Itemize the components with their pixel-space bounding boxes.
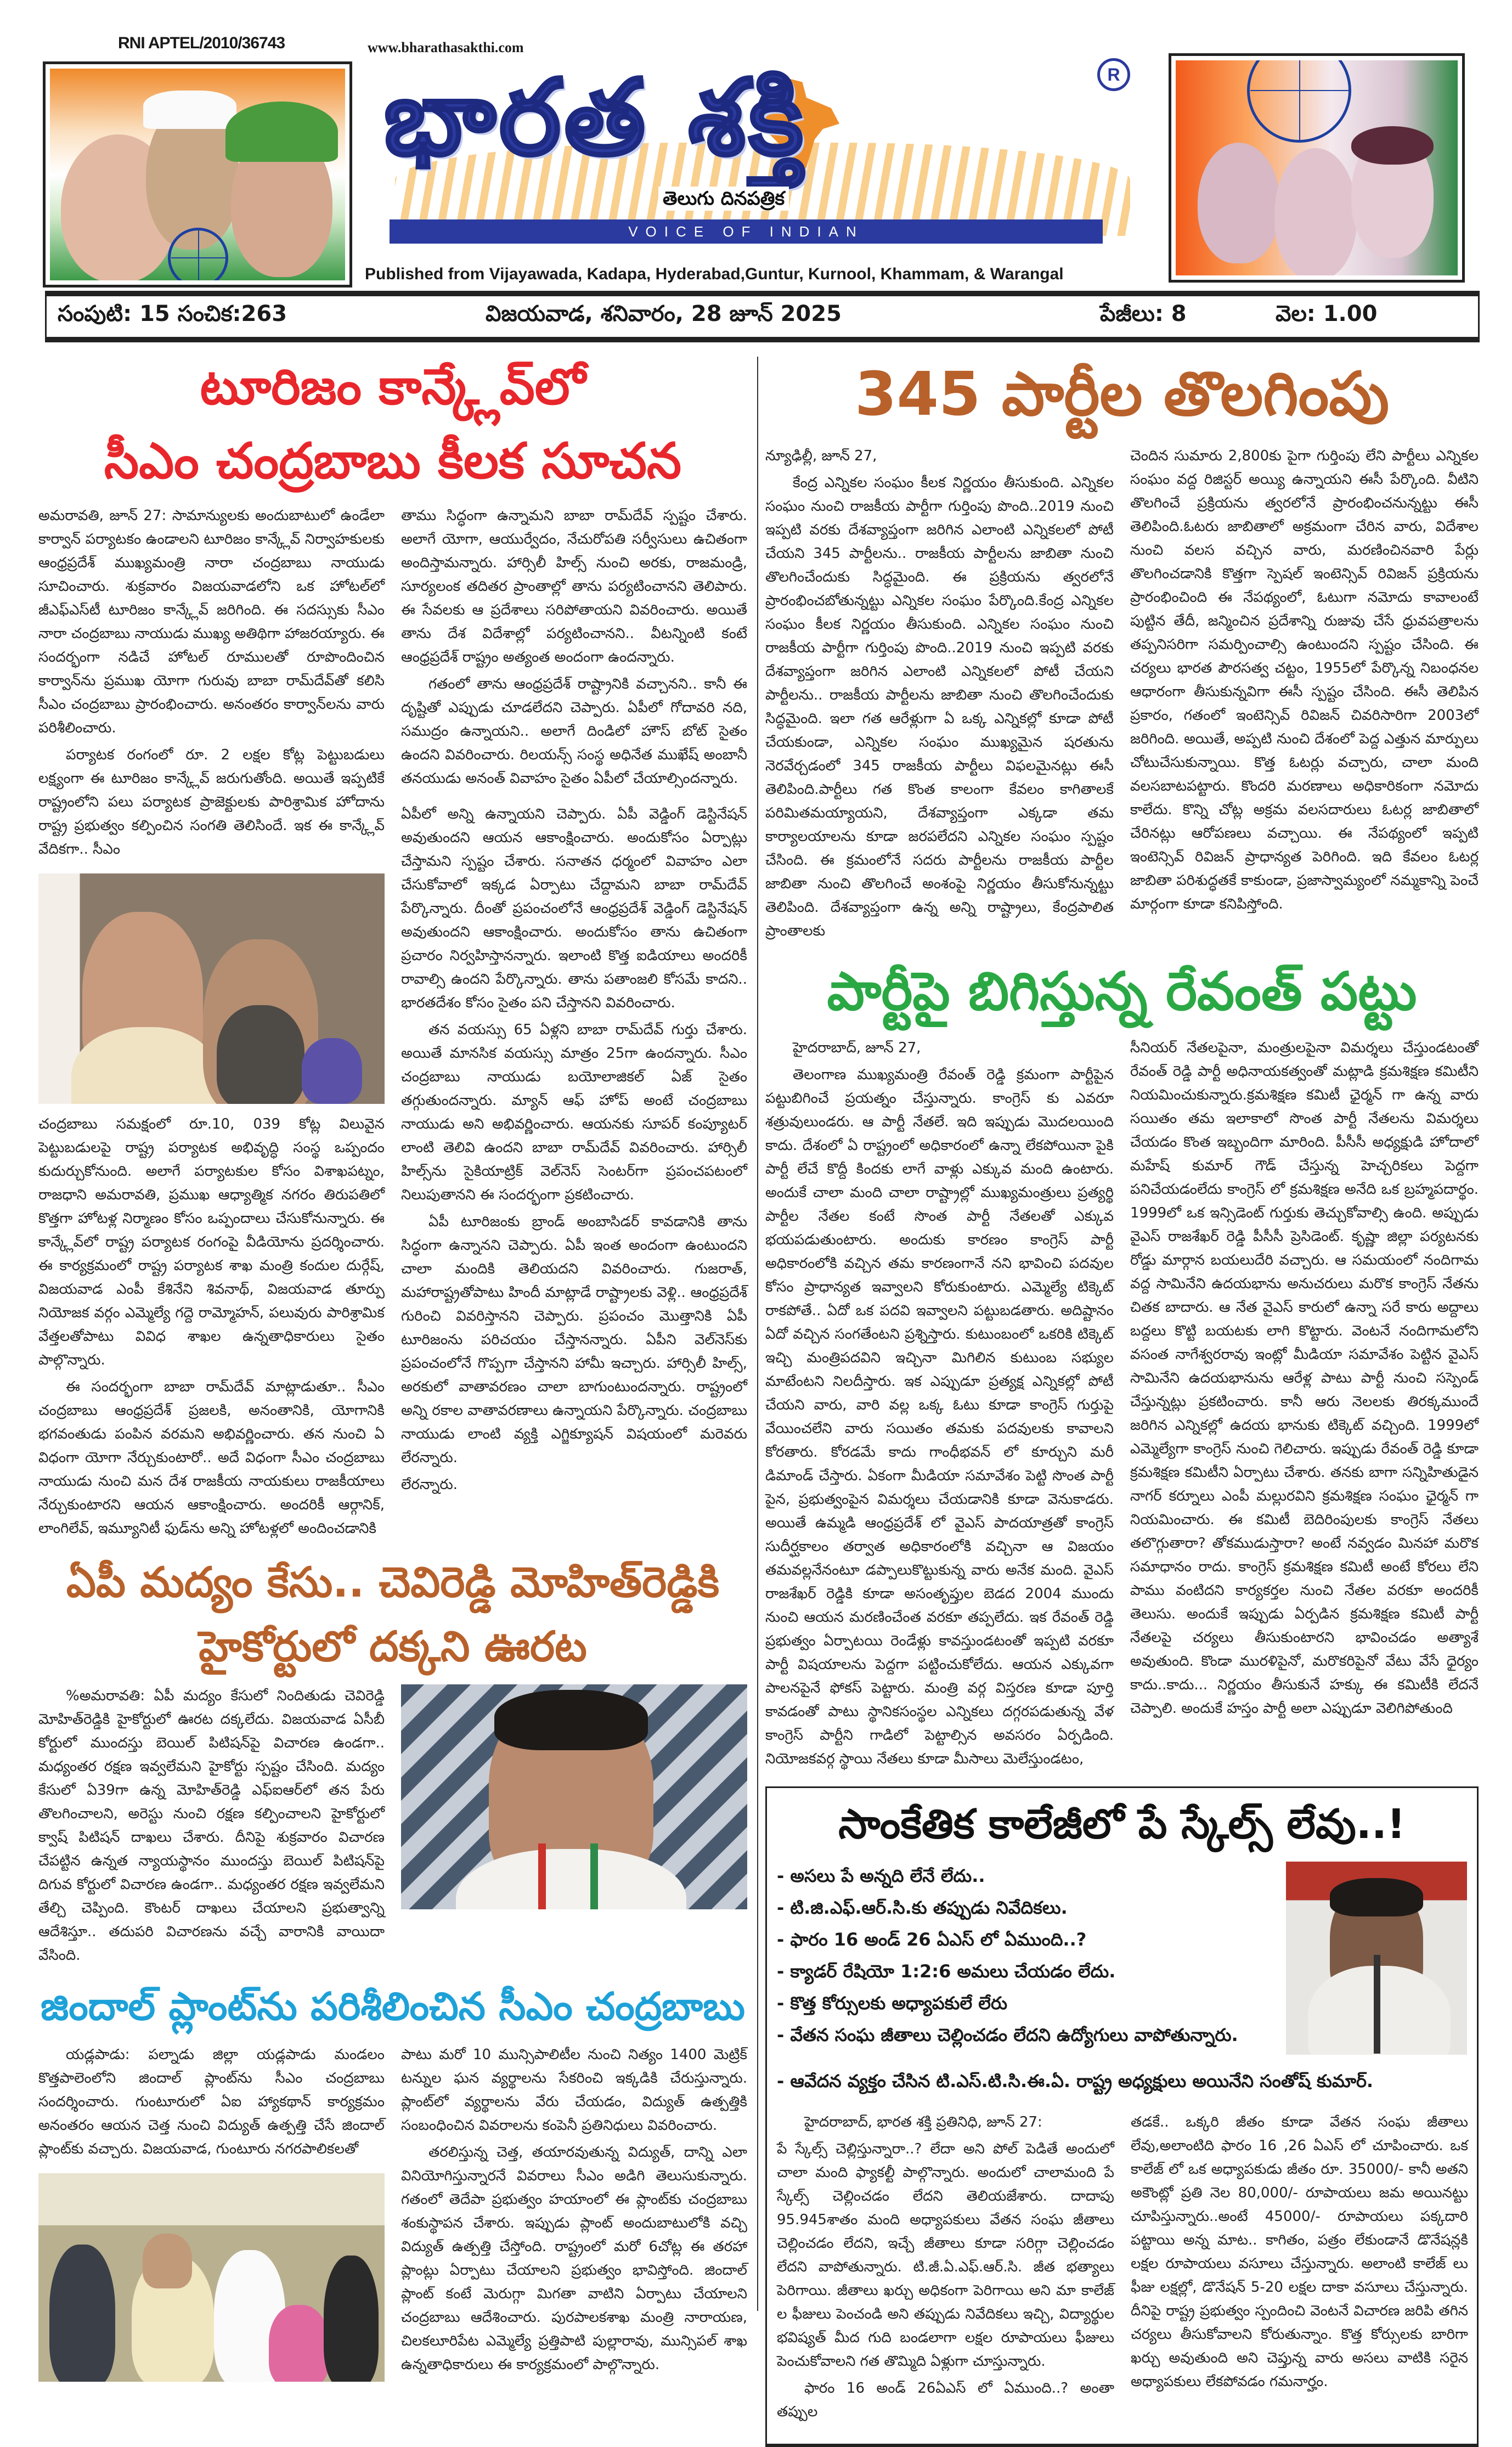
hair [1351,126,1434,165]
tourism-body [38,504,747,1544]
tourism-right-flow [401,504,747,1500]
published-from: Published from Vijayawada, Kadapa, Hyderabad,Guntur, Kurnool, Khammam, & Warangal [365,263,1155,285]
revanth-column-2 [1130,1036,1479,1724]
parties-body [765,444,1479,946]
hair [494,1690,648,1750]
dateline: హైదరాబాద్, భారత శక్తి ప్రతినిధి, జూన్ 27: [777,2111,1114,2134]
dateline: న్యూఢిల్లీ, జూన్ 27, [765,444,1114,468]
person-figure [324,2256,379,2382]
cm-ramdev-photo [38,873,385,1104]
revanth-column-1 [765,1036,1114,1774]
parties-headline[interactable]: 345 పార్టీల తొలగింపు [765,357,1479,432]
payscales-highlights-row [777,1862,1467,2055]
article-paragraph: ఏపీ టూరిజంకు బ్రాండ్ అంబాసిడర్ కావడానికి తాను సిద్ధంగా ఉన్నానని చెప్పారు. ఏపీ ఇంత అందంగా ఉంటుందని చాలా మందికి తెలియదని వివరించారు. గుజరాత్, మహారాష్ట్రతోపాటు హిందీ మాట్లాడే రాష్ట్రాలకు వెళ్లి.. ఆంధ్రప్రదేశ్ గురించి వివరిస్తానని చెప్పారు. ప్రపంచం మొత్తానికి ఏపీ టూరిజంను పరిచయం చేస్తానన్నారు. ఏపీని వెల్‌నెస్‌కు ప్రపంచంలోనే గొప్పగా చేస్తానని హామీ ఇచ్చారు. హార్సిలీ హిల్స్, అరకులో వాతావరణం చాలా బాగుంటుందన్నారు. రాష్ట్రంలో అన్ని రకాల వాతావరణాలు ఉన్నాయని పేర్కొన్నారు. చంద్రబాబు నాయుడు లాంటి వ్యక్తి ఎగ్జిక్యూషన్ విషయంలో మరెవరు లేరన్నారు. [401,1210,747,1470]
highlight-item: - అసలు పే అన్నది లేనే లేదు.. [777,1862,1273,1890]
highlight-item: - ఫారం 16 అండ్ 26 ఏఎస్ లో ఏముంది..? [777,1925,1273,1954]
tourism-headline-2[interactable]: సీఎం చంద్రబాబు కీలక సూచన [38,431,747,493]
article-paragraph: తెలంగాణ ముఖ్యమంత్రి రేవంత్ రెడ్డి క్రమంగా పార్టీపైన పట్టుబిగించే ప్రయత్నం చేస్తున్నారు. కాంగ్రెస్ కు ఎవరూ శత్రువులుండరు. ఆ పార్టీ నేతలే. ఇది ఇప్పుడు మొదలయింది కాదు. దేశంలో ఏ రాష్ట్రంలో అధికారంలో ఉన్నా లేకపోయినా పైకి పార్టీ లేచే కొద్దీ కిందకు లాగే వాళ్లు ఎక్కువ మంది ఉంటారు. అందుకే చాలా మంది చాలా రాష్ట్రాల్లో ముఖ్యమంత్రులు ప్రత్యర్థి పార్టీల నేతల కంటే సొంత పార్టీ నేతలతో ఎక్కువ భయపడుతుంటారు. అందుకు కారణం కాంగ్రెస్ పార్టీ అధికారంలోకి వచ్చిన తమ కారణంగానే నని భావించి పదవుల కోసం ప్రాధాన్యత ఇవ్వాలని కోరుకుంటారు. ఎమ్మెల్యే టిక్కెట్ రాకపోతే.. ఏదో ఒక పదవి ఇవ్వాలని పట్టుబడతారు. అదిష్టానం ఏదో వచ్చిన సంగతేంటని ప్రశ్నిస్తారు. కుటుంబంలో ఒకరికి టిక్కెట్ ఇచ్చి మంత్రిపదవిని ఇచ్చినా మిగిలిన కుటుంబ సభ్యుల మాటేంటని నిలదీస్తారు. ఇక ఎప్పుడూ ప్రత్యక్ష ఎన్నికల్లో పోటీ చేయని వారు, వారి వల్ల ఒక్క ఓటు కూడా కాంగ్రెస్ గుర్తుపై వేయించలేని వారు సయితం తమకు పదవులకు కావాలని కోరతారు. కోరడమే కాదు గాంధీభవన్ లో కూర్చుని మరీ డిమాండ్ చేస్తారు. ఏకంగా మీడియా సమావేశం పెట్టి సొంత పార్టీ పైన, ప్రభుత్వంపైన విమర్శలు చేయడానికి కూడా వెనుకాడరు. అయితే ఉమ్మడి ఆంధ్రప్రదేశ్ లో వైఎస్ పాదయాత్రతో కాంగ్రెస్ సుదీర్ఘకాలం తర్వాత అధికారంలోకి వచ్చినా ఆ విజయం తమవల్లనేనంటూ డప్పాలుకొట్టుకున్న వారు అనేక మంది. వైఎస్ రాజశేఖర్ రెడ్డికి కూడా అసంతృప్తుల బెడద 2004 ముందు నుంచి ఆయన మరణించేంత వరకూ తప్పలేదు. ఇక రేవంత్ రెడ్డి ప్రభుత్వం ఏర్పాటయి రెండేళ్లు కావస్తుండటంతో ఇప్పటి వరకూ పార్టీ విషయాలను పెద్దగా పట్టించుకోలేదు. ఆయన ఎక్కువగా పాలనపైనే ఫోకస్ పెట్టారు. మంత్రి వర్గ విస్తరణ కూడా పూర్తి కావడంతో పాటు స్థానికసంస్థల ఎన్నికలు దగ్గరపడుతున్న వేళ కాంగ్రెస్ పార్టీని గాడిలో పెట్టాల్సిన అవసరం ఏర్పడింది. నియోజకవర్గ స్థాయి నేతలు కూడా మీసాలు మెలేస్తుండటం, [765,1063,1114,1771]
article-paragraph: ఈ సందర్భంగా బాబా రామ్‌దేవ్ మాట్లాడుతూ.. సీఎం చంద్రబాబు ఆంధ్రప్రదేశ్ ప్రజలకి, అనంతానికి, యోగానికి భగవంతుడు పంపిన వరమని అభివర్ణించారు. తన నుంచి ఏ విధంగా యోగా నేర్చుకుంటారో.. అదే విధంగా సీఎం చంద్రబాబు నాయుడు నుంచి మన దేశ రాజకీయ నాయకులు రాజకీయాలు నేర్చుకుంటారని ఆయన ఆకాంక్షించారు. అందరికీ ఆర్గానిక్, లాంగిలేవ్, ఇమ్యూనిటీ ఫుడ్‌ను అన్ని హోటళ్లలో అందించడానికి [38,1375,385,1541]
article-paragraph: కేంద్ర ఎన్నికల సంఘం కీలక నిర్ణయం తీసుకుంది. ఎన్నికల సంఘం నుంచి రాజకీయ పార్టీగా గుర్తింపు పొంది..2019 నుంచి ఇప్పటి వరకు దేశవ్యాప్తంగా జరిగిన ఎలాంటి ఎన్నికలలో పోటీ చేయని 345 పార్టీలను.. రాజకీయ పార్టీలను జాబితా నుంచి తొలగించేందుకు సిద్ధమైంది. ఈ ప్రక్రియను త్వరలోనే ప్రారంభించబోతున్నట్టు ఎన్నికల సంఘం పేర్కొంది.కేంద్ర ఎన్నికల సంఘం కీలక నిర్ణయం తీసుకుంది. ఎన్నికల సంఘం నుంచి రాజకీయ పార్టీగా గుర్తింపు పొంది..2019 నుంచి ఇప్పటి వరకు దేశవ్యాప్తంగా జరిగిన ఎలాంటి ఎన్నికలలో పోటీ చేయని పార్టీలను.. రాజకీయ పార్టీలను జాబితా నుంచి తొలగించేందుకు సిద్ధమైంది. ఇలా గత ఆరేళ్లుగా ఏ ఒక్క ఎన్నికల్లో కూడా పోటీ చేయకుండా, ఎన్నికల సంఘం ముఖ్యమైన షరతును నెరవేర్చడంలో 345 రాజకీయ పార్టీలు విఫలమైనట్లు ఈసీ తెలిపింది.పార్టీలు గత కొంత కాలంగా కేవలం కాగితాలకే పరిమితమయ్యాయని, దేశవ్యాప్తంగా ఎక్కడా తమ కార్యాలయాలను కూడా జరపలేదని ఎన్నికల సంఘం స్పష్టం చేసింది. ఈ క్రమంలోనే సదరు పార్టీలను రాజకీయ పార్టీల జాబితా నుంచి తొలగించే అంశంపై నిర్ణయం తీసుకోనున్నట్టు తెలిపింది. దేశవ్యాప్తంగా ఉన్న అన్ని రాష్ట్రాలు, కేంద్రపాలిత ప్రాంతాలకు [765,471,1114,943]
jindal-column-1 [38,2043,385,2164]
article-paragraph: తరలిస్తున్న చెత్త, తయారవుతున్న విద్యుత్, దాన్ని ఎలా వినియోగిస్తున్నారనే వివరాలు సీఎం అడిగి తెలుసుకున్నారు. గతంలో తెదేపా ప్రభుత్వం హయాంలో ఈ ప్లాంట్‌కు చంద్రబాబు శంకుస్థాపన చేశారు. ఇప్పుడు ప్లాంట్ అందుబాటులోకి వచ్చి విద్యుత్ ఉత్పత్తి చేస్తోంది. రాష్ట్రంలో మరో 6చోట్ల ఈ తరహా ప్లాంట్లు ఏర్పాటు చేయాలని ప్రభుత్వం భావిస్తోంది. జిందాల్ ప్లాంట్ కంటే మెరుగ్గా మిగతా వాటిని ఏర్పాటు చేయాలని చంద్రబాబు ఆదేశించారు. పురపాలకశాఖ మంత్రి నారాయణ, చిలకలూరిపేట ఎమ్మెల్యే ప్రత్తిపాటి పుల్లారావు, మున్సిపల్ శాఖ ఉన్నతాధికారులు ఈ కార్యక్రమంలో పాల్గొన్నారు. [401,2141,747,2377]
highlight-item: - వేతన సంఘ జీతాలు చెల్లించడం లేదని ఉద్యోగులు వాపోతున్నారు. [777,2021,1273,2049]
tourism-headline-1[interactable]: టూరిజం కాన్క్లేవ్‌లో [38,357,747,419]
tourism-column-2b [401,803,747,1500]
tourism-column-1b [38,1113,385,1544]
payscales-column-2 [1131,2111,1468,2397]
cap-icon [143,91,236,129]
website-url[interactable]: www.bharathasakthi.com [368,40,524,56]
price: వెల: 1.00 [1276,301,1377,332]
tourism-column-1 [38,504,385,865]
article-paragraph: పర్యాటక రంగంలో రూ. 2 లక్షల కోట్ల పెట్టుబడులు లక్ష్యంగా ఈ టూరిజం కాన్క్లేవ్ జరుగుతోంది. అయితే ఇప్పటికే రాష్ట్రంలోని పలు పర్యాటక ప్రాజెక్టులకు పారిశ్రామిక హోదాను రాష్ట్ర ప్రభుత్వం కల్పించిన సంగతి తెలిసిందే. ఇక ఈ కాన్క్లేవ్ వేదికగా.. సీఎం [38,743,385,861]
hair [1330,1878,1423,1916]
beard [217,1005,304,1104]
tourism-column-2 [401,504,747,794]
liquor-body [38,1684,747,1971]
tourism-trailing: లేరన్నారు. [401,1473,747,1497]
person-face [143,2234,192,2288]
revanth-headline[interactable]: పార్టీపై బిగిస్తున్న రేవంత్ పట్టు [765,958,1479,1024]
rni-number: RNI APTEL/2010/36743 [118,34,285,53]
person-figure [49,2245,115,2382]
registered-mark-icon: R [1097,58,1130,91]
article-paragraph: చంద్రబాబు సమక్షంలో రూ.10, 039 కోట్ల విలువైన పెట్టుబడులపై రాష్ట్ర పర్యాటక అభివృద్ధి సంస్థ ఒప్పందం కుదుర్చుకోనుంది. అలాగే పర్యాటకుల కోసం విశాఖపట్నం, రాజధాని అమరావతి, ప్రముఖ ఆధ్యాత్మిక నగరం తిరుపతిలో కొత్తగా హోటళ్ల నిర్మాణం కోసం ఒప్పందాలు చేసుకోనున్నారు. ఈ కాన్క్లేవ్‌లో రాష్ట్ర పర్యాటక రంగంపై వీడియోను ప్రదర్శించారు. ఈ కార్యక్రమంలో రాష్ట్ర పర్యాటక శాఖ మంత్రి కందుల దుర్గేష్, విజయవాడ ఎంపీ కేశినేని శివనాథ్, విజయవాడ తూర్పు నియోజక వర్గం ఎమ్మెల్యే గద్దె రామ్మోహన్, పలువురు పారిశ్రామిక వేత్తలతోపాటు వివిధ శాఖల ఉన్నతాధికారులు సైతం పాల్గొన్నారు. [38,1113,385,1372]
jindal-headline[interactable]: జిందాల్ ప్లాంట్‌ను పరిశీలించిన సీఎం చంద్రబాబు [38,1983,747,2031]
right-half [765,357,1479,2447]
logo-tagline: VOICE OF INDIAN [390,219,1103,244]
article-paragraph: తన వయస్సు 65 ఏళ్లని బాబా రామ్‌దేవ్ గుర్తు చేశారు. అయితే మానసిక వయస్సు మాత్రం 25గా ఉందన్నారు. సీఎం చంద్రబాబు నాయుడు బయోలాజికల్ ఏజ్ సైతం తగ్గుతుందన్నారు. మ్యాన్ ఆఫ్ హోప్ అంటే చంద్రబాబు నాయుడు అని అభివర్ణించారు. ఆయనకు సూపర్ కంప్యూటర్ లాంటి తెలివి ఉందని బాబా రామ్‌దేవ్ వివరించారు. హార్సిలీ హిల్స్‌ను సైకియాట్రిక్ వెల్‌నెస్ సెంటర్‌గా ప్రపంచపటంలో నిలుపుతానని ఈ సందర్భంగా ప్రకటించారు. [401,1018,747,1207]
jindal-left-flow [38,2043,385,2382]
article-paragraph: %అమరావతి: ఏపీ మద్యం కేసులో నిందితుడు చెవిరెడ్డి మోహిత్‌రెడ్డికి హైకోర్టులో ఊరట దక్కలేదు. విజయవాడ ఏసీబీ కోర్టులో ముందస్తు బెయిల్ పిటిషన్‌పై విచారణ ఉండగా.. మధ్యంతర రక్షణ ఇవ్వలేమని హైకోర్టు స్పష్టం చేసింది. మద్యం కేసులో ఏ39గా ఉన్న మోహిత్‌రెడ్డి ఎఫ్ఐఆర్‌లో తన పేరు తొలగించాలని, అరెస్టు నుంచి రక్షణ కల్పించాలని హైకోర్టులో క్వాష్ పిటిషన్ దాఖలు చేశారు. దీనిపై శుక్రవారం విచారణ చేపట్టిన ఉన్నత న్యాయస్థానం ముందస్తు బెయిల్ పిటిషన్‌పై దిగువ కోర్టులో విచారణ ఉండగా.. మధ్యంతర రక్షణ ఇవ్వలేమని తేల్చి చెప్పింది. కౌంటర్ దాఖలు చేయాలని ప్రభుత్వాన్ని ఆదేశిస్తూ.. తదుపరి విచారణను వచ్చే వారానికి వాయిదా వేసింది. [38,1684,385,1967]
column-divider [757,357,758,2311]
article-paragraph: తాము సిద్ధంగా ఉన్నామని బాబా రామ్‌దేవ్ స్పష్టం చేశారు. అలాగే యోగా, ఆయుర్వేదం, నేచురోపతి సర్వీసులు ఉచితంగా అందిస్తామన్నారు. హార్సిలీ హిల్స్ నుంచి అరకు, రాజమండ్రి, సూర్యలంక తదితర ప్రాంతాల్లో తాను పర్యటించానని తెలిపారు. ఈ సేవలకు ఆ ప్రదేశాలు సరిపోతాయని వివరించారు. అయితే తాను దేశ విదేశాల్లో పర్యటించానని.. వీటన్నింటి కంటే ఆంధ్రప్రదేశ్ రాష్ట్రం అత్యంత అందంగా ఉందన్నారు. [401,504,747,669]
tourism-left-flow [38,504,385,1544]
article-paragraph: ఫారం 16 అండ్ 26ఏఎస్ లో ఏముంది..? అంతా తప్పుల [777,2377,1114,2424]
highlight-item: - ఆవేదన వ్యక్తం చేసిన టి.ఎస్.టి.సి.ఈ.ఏ. రాష్ట్ర అధ్యక్షులు అయినేని సంతోష్ కుమార్. [777,2067,1467,2095]
leader-portrait [1198,143,1280,263]
ashoka-chakra-icon [1247,60,1351,143]
article-paragraph: యడ్లపాడు: పల్నాడు జిల్లా యడ్లపాడు మండలం కొత్తపాలెంలోని జిందాల్ ప్లాంట్‌ను సీఎం చంద్రబాబు సందర్శించారు. గుంటూరులో ఏఐ హ్యాకథాన్ కార్యక్రమం అనంతరం ఆయన చెత్త నుంచి విద్యుత్ ఉత్పత్తి చేసే జిందాల్ ప్లాంట్‌కు వచ్చారు. విజయవాడ, గుంటూరు నగరపాలికలతో [38,2043,385,2161]
liquor-headline-2[interactable]: హైకోర్టులో దక్కని ఊరట [38,1620,747,1672]
revanth-body [765,1036,1479,1774]
santosh-kumar-photo [1286,1862,1467,2055]
issue-info-bar [45,291,1480,342]
microphone-icon [1374,1955,1380,2054]
jindal-column-2 [401,2043,747,2380]
parties-column-1 [765,444,1114,946]
jindal-visit-photo [38,2173,385,2382]
article-paragraph: చెందిన సుమారు 2,800కు పైగా గుర్తింపు లేని పార్టీలు ఎన్నికల సంఘం వద్ద రిజిస్టర్ అయ్యి ఉన్నాయని ఈసీ పేర్కొంది. వీటిని తొలగించే ప్రక్రియను త్వరలోనే ప్రారంభించనున్నట్టు ఈసీ తెలిపింది.ఓటరు జాబితాలో అక్రమంగా చేరిన వారు, విదేశాల నుంచి వలస వచ్చిన వారు, మరణించినవారి పేర్లు తొలగించడానికి కొత్తగా స్పెషల్ ఇంటెన్సివ్ రివిజన్ ప్రక్రియను ప్రారంభించింది ఈ నేపథ్యంలో, ఓటుగా నమోదు కావాలంటే పుట్టిన తేదీ, జన్మించిన ప్రదేశాన్ని రుజువు చేసే ధ్రువపత్రాలను తప్పనిసరిగా సమర్పించాల్సి ఉంటుందని స్పష్టం చేసింది. ఈ చర్యలు భారత పౌరసత్వ చట్టం, 1955లో పేర్కొన్న నిబంధనల ఆధారంగా తీసుకున్నవిగా ఈసీ స్పష్టం చేసింది. ఈసీ తెలిపిన ప్రకారం, గతంలో ఇంటెన్సివ్ రివిజన్ చివరిసారిగా 2003లో జరిగింది. అయితే, అప్పటి నుంచి దేశంలో పెద్ద ఎత్తున మార్పులు చోటుచేసుకున్నాయి. కొత్త ఓటర్లు వచ్చారు, చాలా మంది వలసబాటపట్టారు. కొందరి మరణాలు అధికారికంగా నమోదు కాలేదు. కొన్ని చోట్ల అక్రమ వలసదారులు ఓటర్ల జాబితాలో చేరినట్లు ఆరోపణలు వచ్చాయి. ఈ నేపథ్యంలో ఇప్పటి ఇంటెన్సివ్ రివిజన్ ప్రాధాన్యత పెరిగింది. ఇది కేవలం ఓటర్ల జాబితా పరిశుద్ధతకే కాకుండా, ప్రజాస్వామ్యంలో నమ్మకాన్ని పెంచే మార్గంగా కూడా కనిపిస్తోంది. [1130,444,1479,916]
parties-column-2 [1130,444,1479,920]
article-paragraph: పాటు మరో 10 మున్సిపాలిటీల నుంచి నిత్యం 1400 మెట్రిక్ టన్నుల ఘన వ్యర్థాలను సేకరించి ఇక్కడికి చేరుస్తున్నారు. ప్లాంట్‌లో వ్యర్థాలను వేరు చేయడం, విద్యుత్ ఉత్పత్తికి సంబంధించిన వివరాలను కంపెనీ ప్రతినిధులు వివరించారు. [401,2043,747,2138]
payscales-body [777,2111,1467,2427]
article-paragraph: ఏపీలో అన్ని ఉన్నాయని చెప్పారు. ఏపీ వెడ్డింగ్ డెస్టినేషన్ అవుతుందని ఆయన ఆకాంక్షించారు. అందుకోసం ఏర్పాట్లు చేస్తామని స్పష్టం చేశారు. సనాతన ధర్మంలో వివాహం ఎలా చేసుకోవాలో ఇక్కడ ఏర్పాటు చేద్దామని బాబా రామ్‌దేవ్ పేర్కొన్నారు. దీంతో ప్రపంచంలోనే ఆంధ్రప్రదేశ్ వెడ్డింగ్ డెస్టినేషన్ అవుతుందని ఆకాంక్షించారు. అందుకోసం తాను ఉచితంగా ప్రచారం నిర్వహిస్తానన్నారు. ఇలాంటి కొత్త ఐడియాలు అందరికీ రావాల్సి ఉందని పేర్కొన్నారు. తాను పతాంజలి కోసమే కాదని.. భారతదేశం కోసం సైతం పని చేస్తానని వివరించారు. [401,803,747,1015]
person-figure [269,2305,329,2382]
payscales-column-1 [777,2111,1114,2427]
liquor-column [38,1684,385,1971]
payscales-highlights [777,1862,1273,2053]
shawl [302,1038,362,1104]
dateline: హైదరాబాద్, జూన్ 27, [765,1036,1114,1060]
mohit-reddy-photo [401,1684,747,1909]
party-scarf [590,1843,598,1909]
highlight-item: - కొత్త కోర్సులకు అధ్యాపకులే లేరు [777,1989,1273,2017]
article-paragraph: గతంలో తాను ఆంధ్రప్రదేశ్ రాష్ట్రానికి వచ్చానని.. కానీ ఈ దృష్టితో ఎప్పుడు చూడలేదని చెప్పారు. ఏపీలో గోదావరి నది, సముద్రం ఉన్నాయని.. అలాగే దిండిలో హౌస్ బోట్ సైతం ఉందని వివరించారు. రిలయన్స్ సంస్థ అధినేత ముఖేష్ అంబానీ తనయుడు అనంత్ వివాహం సైతం ఏపీలో చేయాల్సిందన్నారు. [401,673,747,791]
payscales-highlight-quote [777,2067,1467,2099]
article-paragraph: తడకే.. ఒక్కరి జీతం కూడా వేతన సంఘ జీతాలు లేవు,అలాంటిది ఫారం 16 ,26 ఏఎస్ లో చూపించారు. ఒక కాలేజ్ లో ఒక అధ్యాపకుడు జీతం రూ. 35000/- కానీ అతని అకౌంట్లో ప్రతి నెల 80,000/- రూపాయలు జమ అయినట్టు చూపిస్తున్నారు..అంటే 45000/- రూపాయలు పక్కదారి పట్టాయి అన్న మాట.. కాగితం, పత్రం లేకుండానే డొనేషన్లకి లక్షల రూపాయలు వసూలు చేస్తున్నారు. అలాంటి కాలేజ్ లు ఫీజు లక్షల్లో, డొనేషన్ 5-20 లక్షల దాకా వసూలు చేస్తున్నారు. దీనిపై రాష్ట్ర ప్రభుత్వం స్పందించి వెంటనే విచారణ జరిపి తగిన చర్యలు తీసుకోవాలని కోరుతున్నాం. కొత్త కోర్సులకు బారిగా ఖర్చు అవుతుంది అని చెప్తున్న వారు అసలు వాటికి సరైన అధ్యాపకులు లేకపోవడం గమనార్హం. [1131,2111,1468,2394]
revolutionaries-photo-right [1169,53,1465,283]
payscales-headline[interactable]: సాంకేతిక కాలేజీలో పే స్కేల్స్ లేవు..! [777,1799,1467,1850]
left-half [38,357,747,2382]
article-paragraph: సీనియర్ నేతలపైనా, మంత్రులపైనా విమర్శలు చేస్తుండటంతో రేవంత్ రెడ్డి పార్టీ అధినాయకత్వంతో మట్లాడి క్రమశిక్షణ కమిటీని నియమించుకున్నారు.క్రమశిక్షణ కమిటీ ఛైర్మన్ గా ఉన్న వారు సయితం తమ ఇలాకాలో సొంత పార్టీ నేతలను విమర్శలు చేయడం కొంత ఇబ్బందిగా మారింది. పీసీసీ అధ్యక్షుడి హోదాలో మహేష్ కుమార్ గౌడ్ చేస్తున్న హెచ్చరికలు పెద్దగా పనిచేయడంలేదు కాంగ్రెస్ లో క్రమశిక్షణ అనేది ఒక బ్రహ్మపదార్థం. 1999లో ఒక ఇన్సిడెంట్ గుర్తుకు తెచ్చుకోవాల్సి ఉంది. అప్పుడు వైఎస్ రాజశేఖర్ రెడ్డి పీసీసీ ప్రెసిడెంట్. కృష్ణా జిల్లా పర్యటనకు రోడ్డు మార్గాన బయలుదేరి వచ్చారు. ఆ సమయంలో నందిగామ వద్ద సామినేని ఉదయభాను అనుచరులు మరొక కాంగ్రెస్ నేతను చితక బాదారు. ఆ నేత వైఎస్ కారులో ఉన్నా సరే కారు అద్దాలు బద్దలు కొట్టి బయటకు లాగి కొట్టారు. వెంటనే నందిగామలోని వసంత నాగేశ్వరరావు ఇంట్లో మీడియా సమావేశం పెట్టిన వైఎస్ సామినేని ఉదయభానును ఆరేళ్ల పాటు పార్టీ నుంచి సస్పెండ్ చేస్తున్నట్లు ప్రకటించారు. కానీ ఆరు నెలలకు తిరక్కముందే జరిగిన ఎన్నికల్లో ఉదయ భానుకు టిక్కెట్ వచ్చింది. 1999లో ఎమ్మెల్యేగా కాంగ్రెస్ నుంచి గెలిచారు. ఇప్పుడు రేవంత్ రెడ్డి కూడా క్రమశిక్షణ కమిటీని ఏర్పాటు చేశారు. తనకు బాగా సన్నిహితుడైన నాగర్ కర్నూలు ఎంపీ మల్లురవిని క్రమశిక్షణ సంఘం ఛైర్మన్ గా నియమించారు. ఈ కమిటీ బెదిరింపులకు కాంగ్రెస్ నేతలు తలొగ్గుతారా? తోకముడుస్తారా? అంటే నవ్వడం మినహా మరొక సమాధానం రాదు. కాంగ్రెస్ క్రమశిక్షణ కమిటీ అంటే కోరలు లేని పాము వంటిదని కార్యకర్తల నుంచి నేతల వరకూ అందరికీ తెలుసు. అందుకే ఇప్పుడు ఏర్పడిన క్రమశిక్షణ కమిటీ పార్టీ నేతలపై చర్యలు తీసుకుంటారని భావించడం అత్యాశే అవుతుంది. కొండా మురళిపైనో, మరొకరిపైనో వేటు వేసే ధైర్యం కాదు..కాదు... నిర్ణయం తీసుకునే హక్కు ఈ కమిటీకి లేదనే చెప్పాలి. అందుకే హస్తం పార్టీ అలా ఎప్పుడూ వెలిగిపోతుంది [1130,1036,1479,1721]
liquor-headline-1[interactable]: ఏపీ మద్యం కేసు.. చెవిరెడ్డి మోహిత్‌రెడ్డికి [38,1556,747,1608]
article-paragraph: అమరావతి, జూన్ 27: సామాన్యులకు అందుబాటులో ఉండేలా కార్వాన్ పర్యాటకం ఉండాలని టూరిజం కాన్క్లేవ్ నిర్వాహకులకు ఆంధ్రప్రదేశ్ ముఖ్యమంత్రి నారా చంద్రబాబు నాయుడు సూచించారు. శుక్రవారం విజయవాడలోని ఒక హోటల్‌లో జీఎఫ్ఎస్‌టీ టూరిజం కాన్క్లేవ్ జరిగింది. ఈ సదస్సుకు సీఎం నారా చంద్రబాబు నాయుడు ముఖ్య అతిథిగా హాజరయ్యారు. ఈ సందర్భంగా నడిచే హోటల్ రూములతో రూపొందించిన కార్వాన్‌ను ప్రముఖ యోగా గురువు బాబా రామ్‌దేవ్‌తో కలిసి సీఎం చంద్రబాబు ప్రారంభించారు. అనంతరం కార్వాన్‌లను వారు పరిశీలించారు. [38,504,385,740]
highlight-item: - క్యాడర్ రేషియో 1:2:6 అమలు చేయడం లేదు. [777,1957,1273,1986]
logo-title: భారత శక్తి [384,55,1075,181]
highlight-item: - టి.జి.ఎఫ్.ఆర్.సి.కు తప్పుడు నివేదికలు. [777,1893,1273,1922]
cap-icon [225,102,338,162]
leader-portrait [1274,148,1357,275]
issue-date: విజయవాడ, శనివారం, 28 జూన్ 2025 [486,301,1067,332]
shirt [456,1849,686,1909]
payscales-box [765,1786,1479,2447]
volume-issue: సంపుటి: 15 సంచిక:263 [58,301,453,332]
newspaper-logo[interactable] [373,55,1152,258]
leaders-photo-left [43,61,352,287]
party-scarf [538,1843,546,1909]
jindal-body [38,2043,747,2382]
logo-subtitle: తెలుగు దినపత్రిక [658,187,789,211]
article-paragraph: పే స్కేల్స్ చెల్లిస్తున్నారా..? లేదా అని పోల్ పెడితే అందులో చాలా మంది ఫ్యాకల్టీ పాల్గొన్నారు. అందులో చాలామంది పే స్కేల్స్ చెల్లించడం లేదని తెలియజేశారు. దాదాపు 95.945శాతం మంది అధ్యాపకులు వేతన సంఘ జీతాలు చెల్లించడం లేదని, ఇచ్చే జీతాలు కూడా సరిగ్గా చెల్లించడం లేదని వాపోతున్నారు. టి.జీ.ఏ.ఎఫ్.ఆర్.సి. జీత భత్యాలు పెరిగాయి. జీతాలు ఖర్చు అధికంగా పెరిగాయి అని మా కాలేజ్ ల ఫీజులు పెంచండి అని తప్పుడు నివేదికలు ఇచ్చి, విద్యార్థుల భవిష్యత్ మీద గుది బండలాగా లక్షల రూపాయలు ఫీజులు పెంచుకోవాలని గత తొమ్మిది ఏళ్లుగా చూస్తున్నారు. [777,2138,1114,2373]
page-count: పేజీలు: 8 [1100,301,1243,332]
